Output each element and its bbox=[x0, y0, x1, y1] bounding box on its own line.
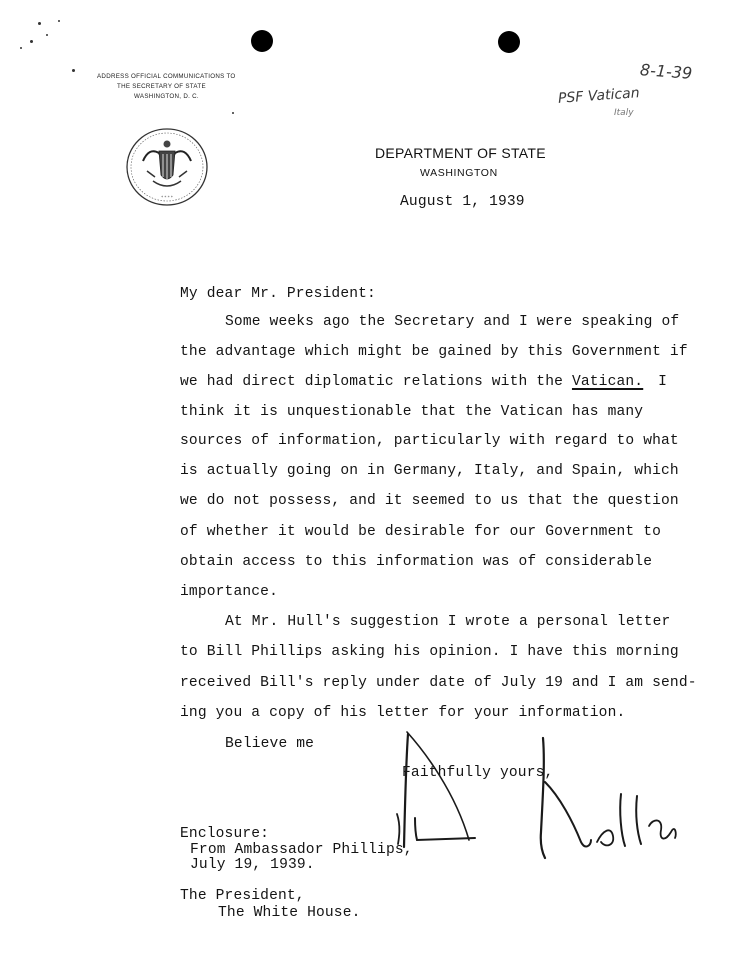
punch-hole-right bbox=[498, 31, 520, 53]
handwritten-signature bbox=[385, 722, 695, 872]
handwritten-sub-note: Italy bbox=[614, 108, 634, 118]
addressee-title: The President, bbox=[180, 888, 305, 904]
address-line-2: THE SECRETARY OF STATE bbox=[117, 83, 206, 90]
body-line-text: we had direct diplomatic relations with the bbox=[180, 374, 564, 390]
body-line: importance. bbox=[180, 584, 278, 600]
scan-speck bbox=[58, 20, 60, 22]
body-line: ing you a copy of his letter for your information. bbox=[180, 705, 626, 721]
handwritten-file-note: PSF Vatican bbox=[557, 85, 641, 107]
body-line-text: I bbox=[658, 374, 668, 390]
letter-date: August 1, 1939 bbox=[400, 194, 525, 210]
body-line: to Bill Phillips asking his opinion. I have this morning bbox=[180, 644, 679, 660]
underlined-vatican: Vatican. bbox=[571, 374, 644, 390]
city-heading: WASHINGTON bbox=[420, 167, 498, 179]
scan-speck bbox=[20, 47, 22, 49]
body-line: sources of information, particularly with regard to what bbox=[180, 433, 679, 449]
body-line: obtain access to this information was of considerable bbox=[180, 554, 653, 570]
enclosure-date: July 19, 1939. bbox=[190, 857, 315, 873]
scan-speck bbox=[72, 69, 75, 72]
closing-believe-me: Believe me bbox=[225, 736, 315, 752]
body-line: of whether it would be desirable for our Government to bbox=[180, 524, 662, 540]
department-heading: DEPARTMENT OF STATE bbox=[375, 145, 546, 161]
scan-speck bbox=[30, 40, 33, 43]
closing-faithfully: Faithfully yours, bbox=[402, 765, 554, 781]
address-line-3: WASHINGTON, D. C. bbox=[134, 93, 199, 100]
salutation: My dear Mr. President: bbox=[180, 286, 376, 302]
body-line: the advantage which might be gained by this Government if bbox=[180, 344, 688, 360]
body-line: we do not possess, and it seemed to us that the question bbox=[180, 493, 679, 509]
body-line: At Mr. Hull's suggestion I wrote a personal letter bbox=[225, 614, 671, 630]
address-line-1: ADDRESS OFFICIAL COMMUNICATIONS TO bbox=[97, 73, 236, 80]
punch-hole-left bbox=[251, 30, 273, 52]
body-line: received Bill's reply under date of July 19 and I am send- bbox=[180, 675, 697, 691]
enclosure-detail: From Ambassador Phillips, bbox=[190, 842, 413, 858]
body-line: think it is unquestionable that the Vatican has many bbox=[180, 404, 644, 420]
body-line: Some weeks ago the Secretary and I were speaking of bbox=[225, 314, 680, 330]
great-seal-icon bbox=[125, 127, 209, 207]
scan-speck bbox=[232, 112, 234, 114]
body-line: is actually going on in Germany, Italy, and Spain, which bbox=[180, 463, 679, 479]
enclosure-label: Enclosure: bbox=[180, 826, 270, 842]
scan-speck bbox=[38, 22, 41, 25]
body-line bbox=[180, 374, 667, 390]
scan-speck bbox=[46, 34, 48, 36]
handwritten-date-note: 8-1-39 bbox=[639, 60, 693, 83]
addressee-location: The White House. bbox=[218, 905, 361, 921]
svg-text:* * * *: * * * * bbox=[161, 195, 173, 200]
